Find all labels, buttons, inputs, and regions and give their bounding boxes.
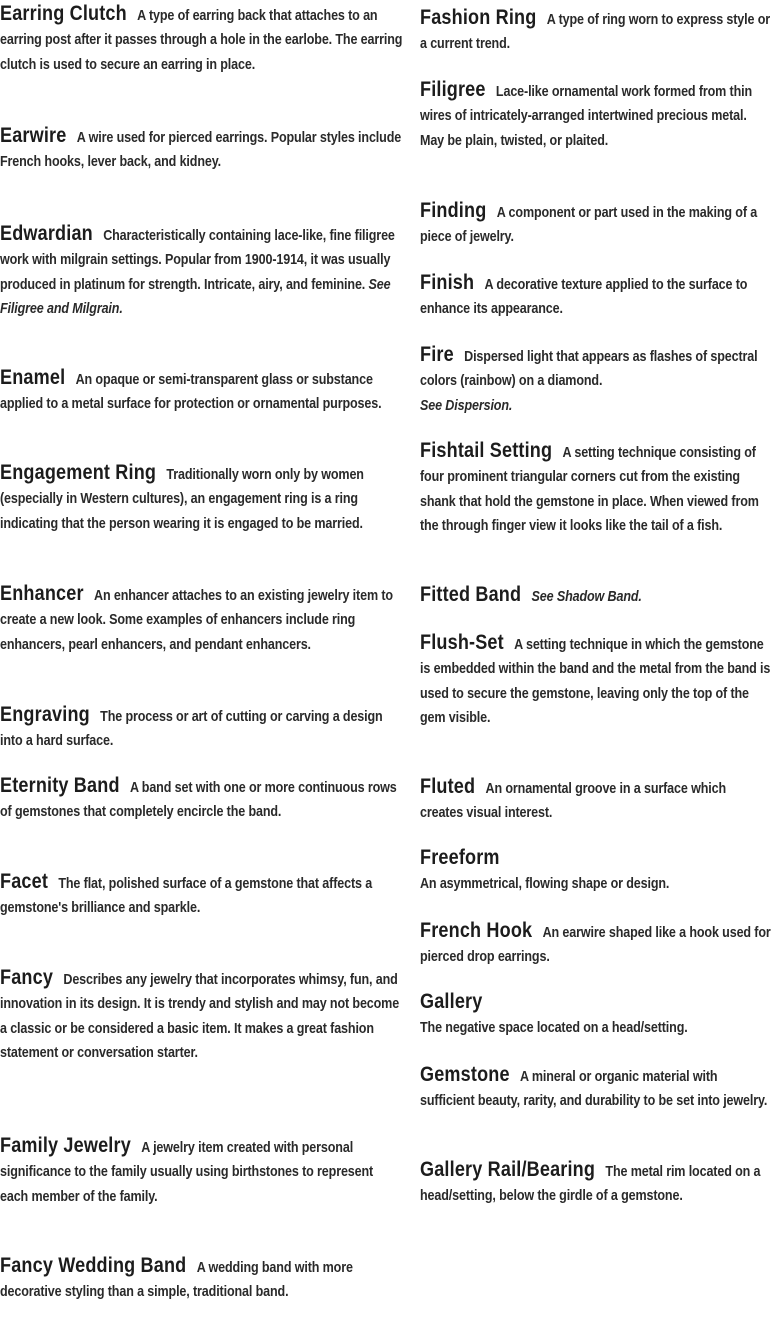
glossary-entry [420, 271, 772, 322]
definition: An enhancer attaches to an existing jewelry item to create a new look. Some examples of enhancers include ring enhancers, pearl enhancers, and pendant enhancers. [0, 588, 393, 653]
definition: The negative space located on a head/setting. [420, 1020, 688, 1037]
definition: A component or part used in the making of a piece of jewelry. [420, 205, 758, 246]
see-also: See Filigree and Milgrain. [0, 276, 391, 317]
glossary-entry [0, 2, 405, 77]
glossary-entry [0, 366, 405, 417]
definition: A setting technique in which the gemstone is embedded within the band and the metal from the band is used to secure the gemstone, leaving only the top of the gem visible. [420, 637, 771, 726]
term: Engraving [0, 703, 90, 726]
definition: A band set with one or more continuous rows of gemstones that completely encircle the band. [0, 780, 397, 821]
definition: Describes any jewelry that incorporates whimsy, fun, and innovation in its design. It is trendy and stylish and may not become a classic or be considered a basic item. It makes a great fashion statement or conversation starter. [0, 972, 400, 1061]
term: Family Jewelry [0, 1134, 131, 1157]
definition: A decorative texture applied to the surface to enhance its appearance. [420, 277, 748, 318]
term: Enamel [0, 366, 66, 389]
glossary-entry [420, 583, 772, 609]
glossary-entry [420, 1158, 772, 1209]
term: Edwardian [0, 222, 93, 245]
term: Finish [420, 271, 475, 294]
term: Fluted [420, 775, 476, 798]
glossary-entry [0, 870, 405, 921]
glossary-entry [0, 1254, 405, 1305]
glossary-entry [420, 199, 772, 250]
glossary-entry [0, 1134, 405, 1209]
term: Fancy [0, 966, 54, 989]
definition: A jewelry item created with personal significance to the family usually using birthstones to represent each member of the family. [0, 1140, 374, 1205]
glossary-entry [420, 343, 772, 418]
term: Facet [0, 870, 49, 893]
glossary-entry [0, 703, 405, 754]
glossary-entry [420, 919, 772, 970]
glossary-entry [420, 775, 772, 826]
term: Eternity Band [0, 774, 120, 797]
definition: A wedding band with more decorative styling than a simple, traditional band. [0, 1260, 353, 1301]
glossary-entry [420, 631, 772, 730]
definition: Characteristically containing lace-like, fine filigree work with milgrain settings. Popular from 1900-1914, it was usually produced in platinum for strength. Intricate, airy, and feminine. [0, 228, 395, 293]
definition: An asymmetrical, flowing shape or design. [420, 876, 670, 893]
term: Freeform [420, 846, 500, 869]
definition: A wire used for pierced earrings. Popular styles include French hooks, lever back, and kidney. [0, 130, 402, 171]
term: Finding [420, 199, 487, 222]
definition: An ornamental groove in a surface which creates visual interest. [420, 781, 726, 822]
term: Fitted Band [420, 583, 522, 606]
see-also: See Shadow Band. [531, 589, 642, 605]
definition: A type of earring back that attaches to an earring post after it passes through a hole in the earlobe. The earring clutch is used to secure an earring in place. [0, 8, 403, 73]
glossary-entry [420, 846, 772, 897]
glossary-entry [420, 990, 772, 1041]
glossary-entry [420, 6, 772, 57]
definition: A type of ring worn to express style or a current trend. [420, 12, 771, 53]
definition: The process or art of cutting or carving a design into a hard surface. [0, 709, 383, 750]
definition: Lace-like ornamental work formed from thin wires of intricately-arranged intertwined precious metal. May be plain, twisted, or plaited. [420, 84, 753, 149]
definition: A setting technique consisting of four prominent triangular corners cut from the existing shank that hold the gemstone in place. When viewed from the through finger view it looks like the tail of a fish. [420, 445, 759, 534]
term: Fancy Wedding Band [0, 1254, 187, 1277]
glossary-entry [0, 461, 405, 536]
term: French Hook [420, 919, 533, 942]
glossary-entry [0, 222, 405, 321]
definition: An opaque or semi-transparent glass or substance applied to a metal surface for protection or ornamental purposes. [0, 372, 382, 413]
term: Enhancer [0, 582, 84, 605]
term: Gallery Rail/Bearing [420, 1158, 596, 1181]
term: Filigree [420, 78, 486, 101]
glossary-entry [0, 774, 405, 825]
glossary-entry [0, 966, 405, 1065]
term: Engagement Ring [0, 461, 157, 484]
term: Fishtail Setting [420, 439, 553, 462]
term: Gemstone [420, 1063, 510, 1086]
term: Earring Clutch [0, 2, 127, 25]
term: Fire [420, 343, 454, 366]
term: Gallery [420, 990, 483, 1013]
definition: Traditionally worn only by women (especially in Western cultures), an engagement ring is a ring indicating that the person wearing it is engaged to be married. [0, 467, 364, 532]
glossary-entry [420, 78, 772, 153]
term: Earwire [0, 124, 67, 147]
definition: The metal rim located on a head/setting, below the girdle of a gemstone. [420, 1164, 761, 1205]
glossary-entry [0, 124, 405, 175]
definition: Dispersed light that appears as flashes of spectral colors (rainbow) on a diamond. [420, 349, 758, 390]
definition: An earwire shaped like a hook used for pierced drop earrings. [420, 925, 771, 966]
definition: The flat, polished surface of a gemstone that affects a gemstone's brilliance and sparkle. [0, 876, 373, 917]
definition: A mineral or organic material with sufficient beauty, rarity, and durability to be set into jewelry. [420, 1069, 768, 1110]
see-also: See Dispersion. [420, 397, 513, 414]
term: Fashion Ring [420, 6, 537, 29]
glossary-entry [420, 1063, 772, 1114]
glossary-entry [0, 582, 405, 657]
term: Flush-Set [420, 631, 504, 654]
glossary-entry [420, 439, 772, 538]
